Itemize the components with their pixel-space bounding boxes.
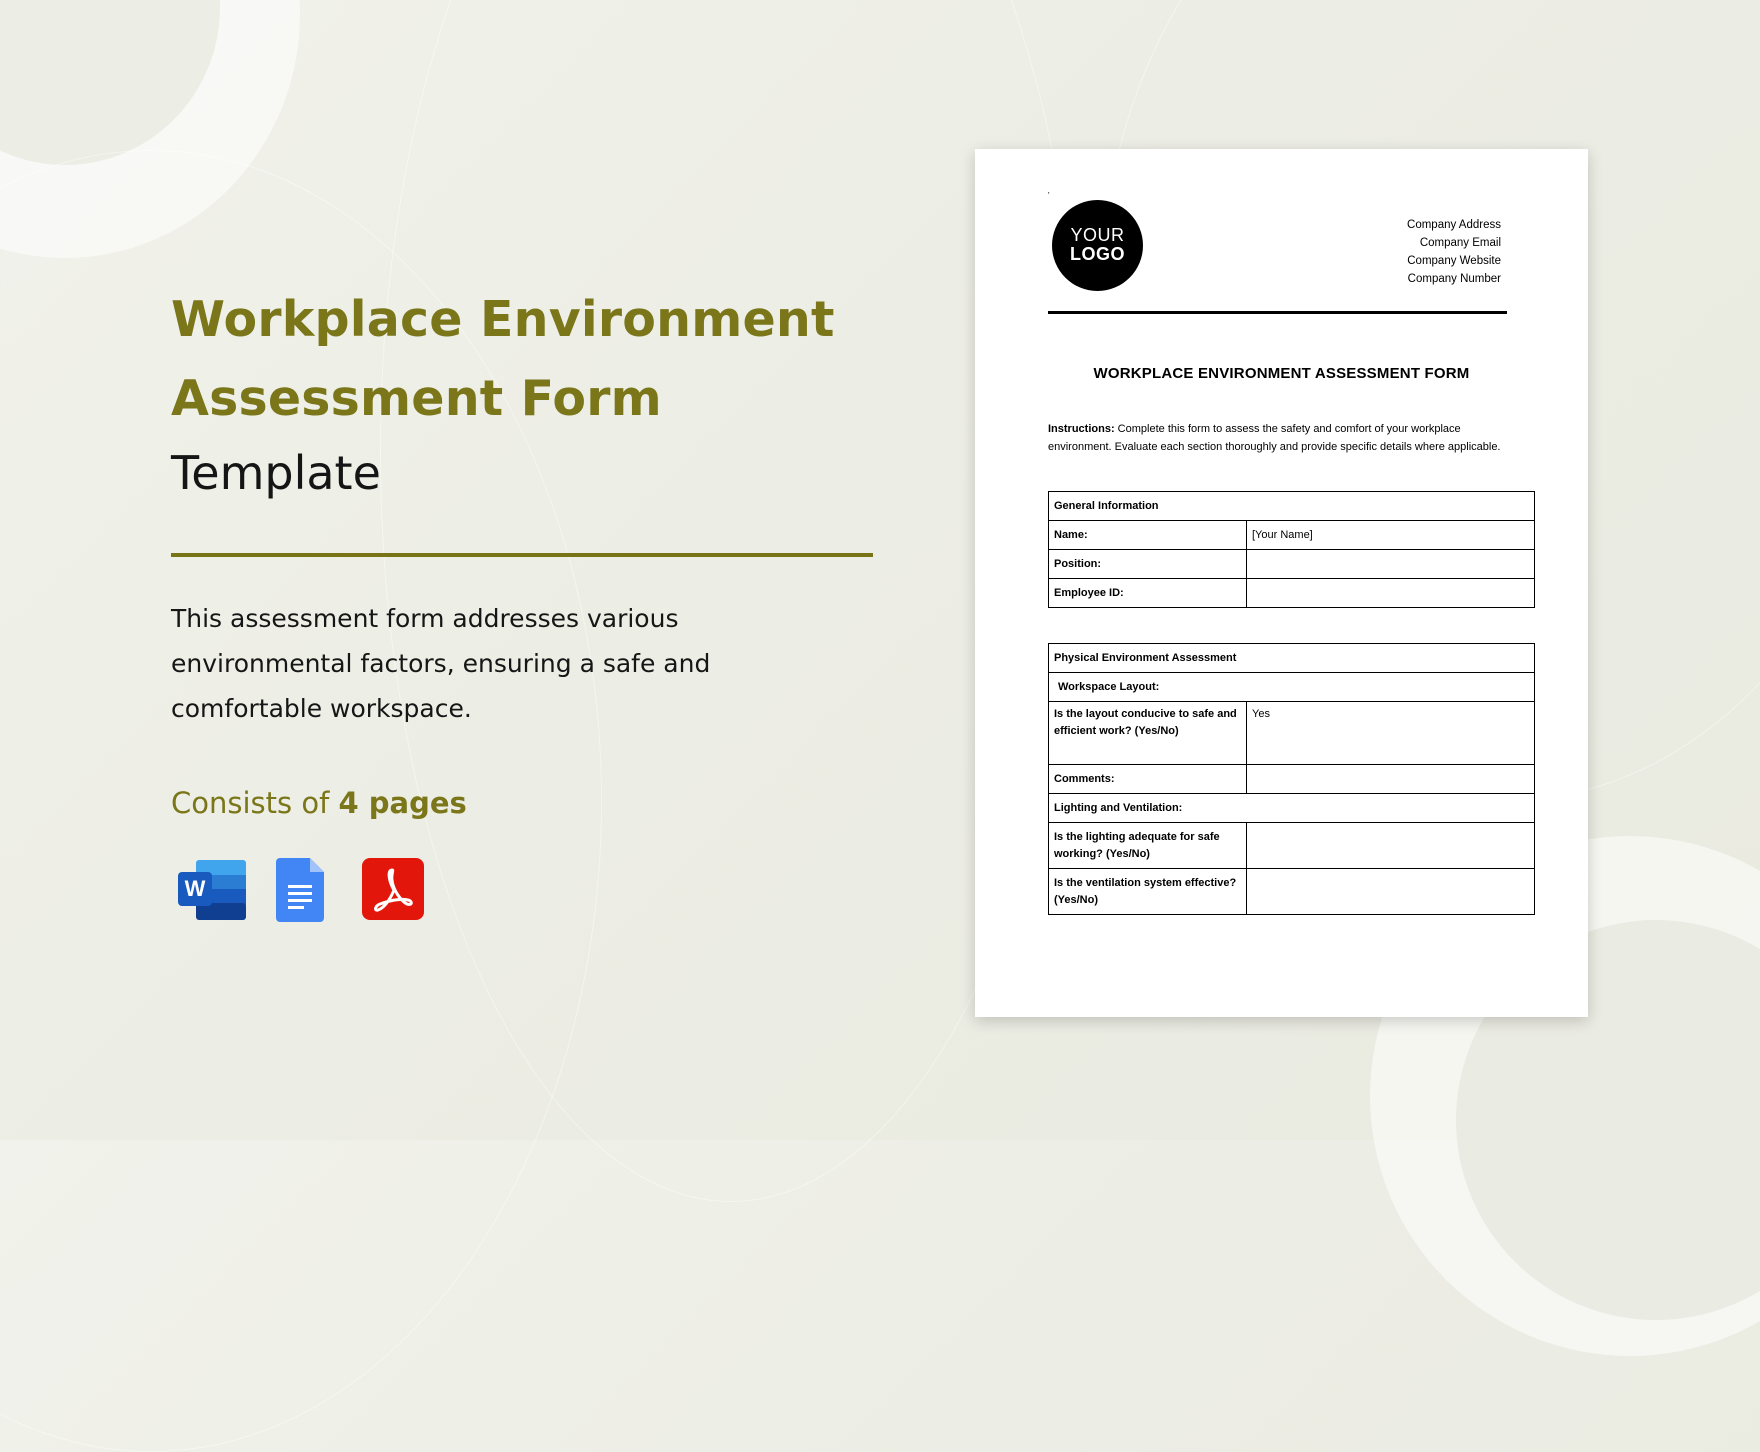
position-field[interactable] <box>1247 550 1535 579</box>
question-label: Is the ventilation system effective? (Yes/No) <box>1049 869 1247 915</box>
comments-field[interactable] <box>1247 765 1535 794</box>
instructions-text: Complete this form to assess the safety and comfort of your workplace environment. Evaluate each section thoroughly and provide specific details where applicable. <box>1048 423 1501 453</box>
section-heading: Physical Environment Assessment <box>1049 644 1535 673</box>
header-divider <box>1048 311 1507 314</box>
svg-text:W: W <box>184 876 206 901</box>
logo-placeholder <box>1052 200 1143 291</box>
page-count <box>171 786 467 820</box>
section-heading: General Information <box>1049 492 1535 521</box>
table-row <box>1049 823 1535 869</box>
instructions <box>1048 421 1518 456</box>
title-divider <box>171 553 873 557</box>
lighting-answer-field[interactable] <box>1247 823 1535 869</box>
background-ring-inner <box>0 0 220 165</box>
table-row <box>1049 765 1535 794</box>
logo-text-top: YOUR <box>1070 225 1125 245</box>
company-address: Company Address <box>1407 219 1501 231</box>
page-count-value: 4 pages <box>338 786 467 820</box>
logo-text-bottom: LOGO <box>1070 244 1125 264</box>
row-label: Employee ID: <box>1049 579 1247 608</box>
table-row <box>1049 521 1535 550</box>
company-info <box>1407 216 1501 288</box>
question-label: Is the lighting adequate for safe working? (Yes/No) <box>1049 823 1247 869</box>
table-row <box>1049 702 1535 765</box>
title-line-2: Assessment Form <box>171 370 662 427</box>
physical-environment-table <box>1048 643 1535 915</box>
company-email: Company Email <box>1419 237 1501 249</box>
name-field[interactable]: [Your Name] <box>1247 521 1535 550</box>
form-title: WORKPLACE ENVIRONMENT ASSESSMENT FORM <box>1093 365 1470 382</box>
subsection-heading: Workspace Layout: <box>1049 673 1535 702</box>
general-information-table <box>1048 491 1535 608</box>
document-preview <box>975 149 1588 1017</box>
table-row <box>1049 550 1535 579</box>
employee-id-field[interactable] <box>1247 579 1535 608</box>
company-number: Company Number <box>1407 273 1501 285</box>
pdf-icon[interactable] <box>362 858 426 922</box>
row-label: Name: <box>1049 521 1247 550</box>
page-count-prefix: Consists of <box>171 786 330 820</box>
template-title <box>171 280 891 438</box>
company-website: Company Website <box>1407 255 1501 267</box>
background-ring <box>0 0 300 258</box>
layout-answer-field[interactable]: Yes <box>1247 702 1535 765</box>
title-line-1: Workplace Environment <box>171 291 835 348</box>
google-docs-icon[interactable] <box>276 858 328 922</box>
tick-mark: ' <box>1048 191 1050 200</box>
table-row <box>1049 869 1535 915</box>
instructions-label: Instructions: <box>1048 423 1115 435</box>
question-label: Is the layout conducive to safe and efficient work? (Yes/No) <box>1049 702 1247 765</box>
table-row <box>1049 579 1535 608</box>
row-label: Comments: <box>1049 765 1247 794</box>
template-subtitle: Template <box>171 446 381 500</box>
ventilation-answer-field[interactable] <box>1247 869 1535 915</box>
row-label: Position: <box>1049 550 1247 579</box>
word-icon[interactable] <box>176 856 252 922</box>
template-description: This assessment form addresses various environmental factors, ensuring a safe and comfortable workspace. <box>171 604 711 723</box>
subsection-heading: Lighting and Ventilation: <box>1049 794 1535 823</box>
